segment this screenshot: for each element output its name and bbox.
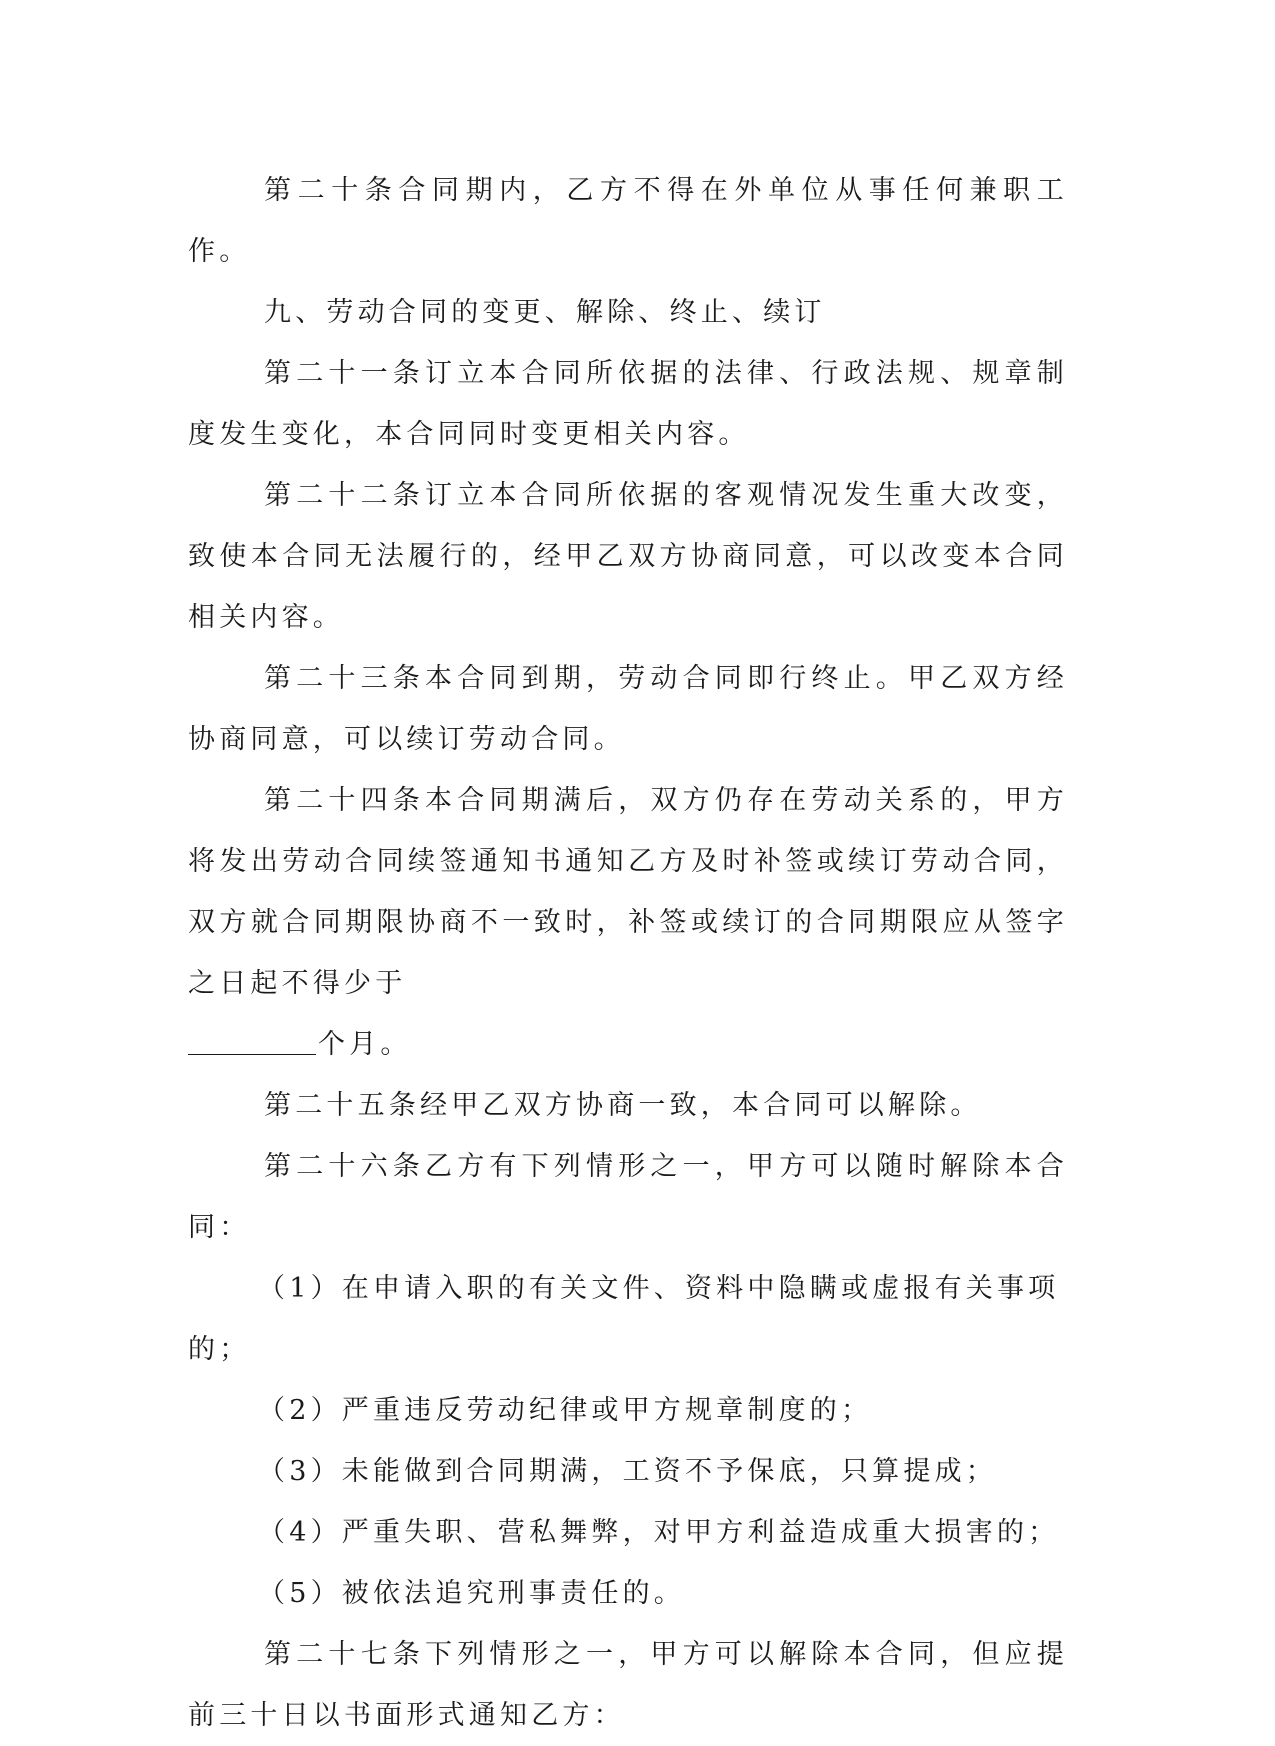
paragraph-article-27: 第二十七条下列情形之一，甲方可以解除本合同，但应提前三十日以书面形式通知乙方： — [188, 1639, 1068, 1731]
paragraph-article-25: 第二十五条经甲乙双方协商一致，本合同可以解除。 — [264, 1090, 982, 1121]
document-body — [188, 160, 1068, 1746]
list-item-5: （5）被依法追究刑事责任的。 — [258, 1578, 685, 1609]
paragraph-article-24-blank-line — [188, 1014, 1068, 1075]
paragraph-article-23: 第二十三条本合同到期，劳动合同即行终止。甲乙双方经协商同意，可以续订劳动合同。 — [188, 663, 1068, 755]
list-item-3: （3）未能做到合同期满，工资不予保底，只算提成； — [258, 1456, 997, 1487]
list-item-2: （2）严重违反劳动纪律或甲方规章制度的； — [258, 1395, 873, 1426]
list-item-1: （1）在申请入职的有关文件、资料中隐瞒或虚报有关事项的； — [188, 1273, 1060, 1365]
paragraph-article-20: 第二十条合同期内，乙方不得在外单位从事任何兼职工作。 — [188, 175, 1068, 267]
list-item-4: （4）严重失职、营私舞弊，对甲方利益造成重大损害的； — [258, 1517, 1060, 1548]
paragraph-article-21: 第二十一条订立本合同所依据的法律、行政法规、规章制度发生变化，本合同同时变更相关内容。 — [188, 358, 1068, 450]
fill-in-blank — [188, 1024, 316, 1055]
paragraph-article-22: 第二十二条订立本合同所依据的客观情况发生重大改变，致使本合同无法履行的，经甲乙双方协商同意，可以改变本合同相关内容。 — [188, 480, 1068, 633]
paragraph-article-24: 第二十四条本合同期满后，双方仍存在劳动关系的，甲方将发出劳动合同续签通知书通知乙方及时补签或续订劳动合同，双方就合同期限协商不一致时，补签或续订的合同期限应从签字之日起不得少于 — [188, 785, 1068, 999]
paragraph-article-26: 第二十六条乙方有下列情形之一，甲方可以随时解除本合同： — [188, 1151, 1068, 1243]
blank-suffix: 个月。 — [318, 1029, 412, 1060]
section-heading-9: 九、劳动合同的变更、解除、终止、续订 — [264, 297, 826, 328]
